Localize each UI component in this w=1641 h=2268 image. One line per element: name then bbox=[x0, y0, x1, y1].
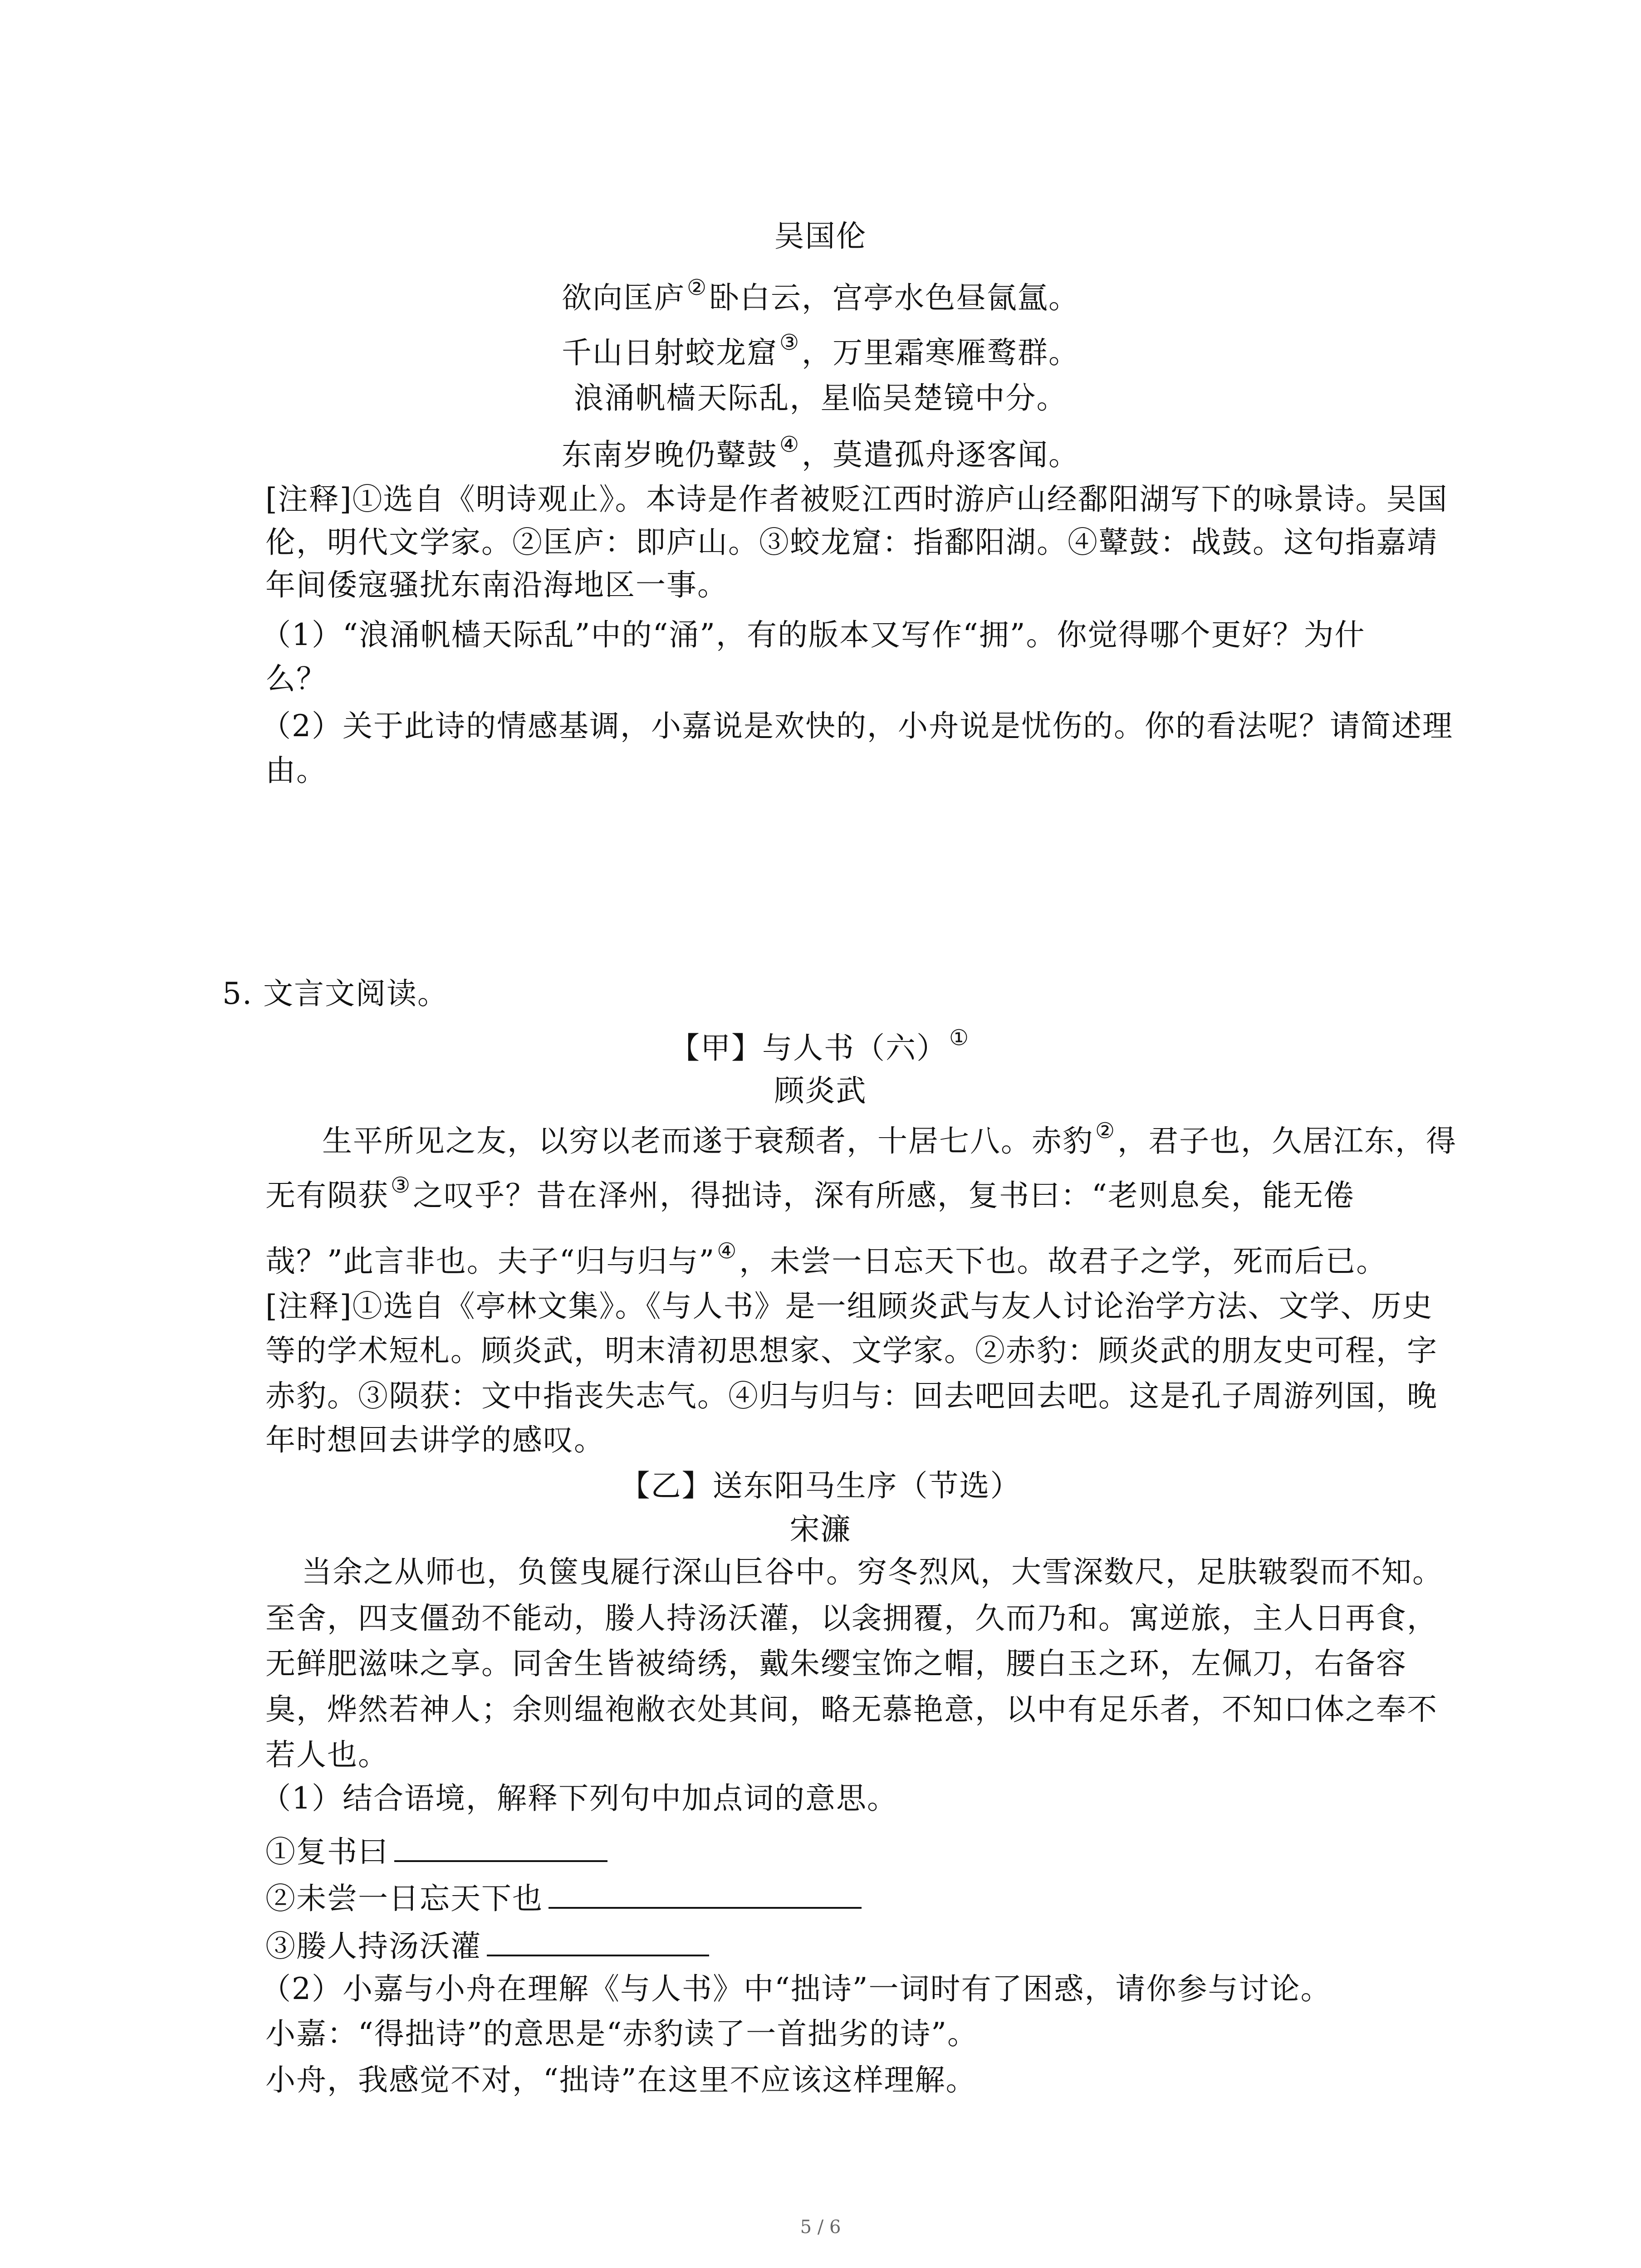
poem-line-3-text: 浪涌帆樯天际乱，星临吴楚镜中分。 bbox=[573, 381, 1068, 415]
question-1-item-a bbox=[265, 1834, 607, 1867]
poem-line-4 bbox=[0, 432, 1641, 472]
yi-passage-line-3: 无鲜肥滋味之享。同舍生皆被绮绣，戴朱缨宝饰之帽，腰白玉之环，左佩刀，右备容 bbox=[265, 1646, 1407, 1681]
yi-author bbox=[0, 1512, 1641, 1547]
jia-footnote-ref-4: ④ bbox=[717, 1238, 738, 1264]
jia-note-line-3: 赤豹。③陨获：文中指丧失志气。④归与归与：回去吧回去吧。这是孔子周游列国，晚 bbox=[265, 1378, 1438, 1413]
jia-passage-line-2-b: 之叹乎？昔在泽州，得拙诗，深有所感，复书曰：“老则息矣，能无倦 bbox=[413, 1178, 1355, 1213]
jia-passage-line-1-a: 生平所见之友，以穷以老而遂于衰颓者，十居七八。赤豹 bbox=[322, 1124, 1093, 1158]
jia-passage-line-3 bbox=[265, 1238, 1387, 1279]
yi-passage-line-1: 当余之从师也，负箧曳屣行深山巨谷中。穷冬烈风，大雪深数尺，足肤皲裂而不知。 bbox=[302, 1554, 1443, 1589]
poem-line-2-a: 千山日射蛟龙窟 bbox=[561, 335, 778, 370]
question-1-item-a-text: ①复书曰 bbox=[265, 1834, 389, 1869]
poem-author bbox=[0, 219, 1641, 254]
poem-line-2 bbox=[0, 330, 1641, 370]
poem-line-1-a: 欲向匡庐 bbox=[561, 280, 685, 315]
question-2-xiaojia: 小嘉：“得拙诗”的意思是“赤豹读了一首拙劣的诗”。 bbox=[265, 2016, 978, 2051]
yi-passage-line-5: 若人也。 bbox=[265, 1737, 389, 1772]
section5-question-2: （2）小嘉与小舟在理解《与人书》中“拙诗”一词时有了困惑，请你参与讨论。 bbox=[261, 1971, 1332, 2006]
jia-passage-line-1 bbox=[322, 1118, 1457, 1158]
jia-passage-line-3-a: 哉？”此言非也。夫子“归与归与” bbox=[265, 1244, 715, 1279]
question-2-xiaozhou: 小舟，我感觉不对，“拙诗”在这里不应该这样理解。 bbox=[265, 2063, 977, 2097]
poem-question-1-line-1: （1）“浪涌帆樯天际乱”中的“涌”，有的版本又写作“拥”。你觉得哪个更好？为什 bbox=[261, 617, 1366, 652]
poem-line-4-b: ，莫遣孤舟逐客闻。 bbox=[802, 437, 1080, 472]
jia-footnote-ref-3: ③ bbox=[391, 1173, 411, 1198]
poem-line-1-b: 卧白云，宫亭水色昼氤氲。 bbox=[709, 280, 1080, 315]
jia-footnote-ref-2: ② bbox=[1095, 1118, 1116, 1144]
footnote-ref-2: ② bbox=[686, 275, 708, 300]
poem-question-2-line-2: 由。 bbox=[265, 753, 327, 788]
page-number: 5 / 6 bbox=[800, 2217, 841, 2238]
poem-note-line-3: 年间倭寇骚扰东南沿海地区一事。 bbox=[265, 567, 728, 602]
yi-title bbox=[0, 1468, 1641, 1503]
jia-passage-line-2 bbox=[265, 1173, 1355, 1213]
footnote-ref-1: ① bbox=[949, 1025, 970, 1051]
answer-blank-b[interactable] bbox=[549, 1881, 862, 1909]
poem-line-4-a: 东南岁晚仍鼙鼓 bbox=[561, 437, 778, 472]
jia-passage-line-1-b: ，君子也，久居江东，得 bbox=[1117, 1124, 1457, 1158]
yi-title-text: 【乙】送东阳马生序（节选） bbox=[620, 1468, 1021, 1503]
jia-note-line-2: 等的学术短札。顾炎武，明末清初思想家、文学家。②赤豹：顾炎武的朋友史可程，字 bbox=[265, 1333, 1438, 1368]
section5-question-1: （1）结合语境，解释下列句中加点词的意思。 bbox=[261, 1781, 898, 1816]
jia-passage-line-3-b: ，未尝一日忘天下也。故君子之学，死而后已。 bbox=[739, 1244, 1387, 1279]
poem-line-2-b: ，万里霜寒雁鹜群。 bbox=[802, 335, 1080, 370]
poem-question-1-line-2: 么？ bbox=[265, 661, 327, 696]
poem-note-line-1: [注释]①选自《明诗观止》。本诗是作者被贬江西时游庐山经鄱阳湖写下的咏景诗。吴国 bbox=[265, 482, 1448, 517]
yi-passage-line-4: 臭，烨然若神人；余则缊袍敝衣处其间，略无慕艳意，以中有足乐者，不知口体之奉不 bbox=[265, 1692, 1438, 1727]
jia-title bbox=[0, 1025, 1641, 1066]
question-1-item-b bbox=[265, 1881, 862, 1914]
poem-question-2-line-1: （2）关于此诗的情感基调，小嘉说是欢快的，小舟说是忧伤的。你的看法呢？请简述理 bbox=[261, 709, 1453, 743]
footnote-ref-4: ④ bbox=[779, 432, 800, 457]
yi-passage-line-2: 至舍，四支僵劲不能动，媵人持汤沃灌，以衾拥覆，久而乃和。寓逆旅，主人日再食， bbox=[265, 1601, 1438, 1636]
jia-title-text: 【甲】与人书（六） bbox=[669, 1031, 947, 1066]
section-5-heading: 5. 文言文阅读。 bbox=[222, 976, 448, 1011]
jia-author-text: 顾炎武 bbox=[774, 1073, 867, 1108]
answer-blank-c[interactable] bbox=[487, 1928, 709, 1956]
jia-passage-line-2-a: 无有陨获 bbox=[265, 1178, 389, 1213]
question-1-item-c-text: ③媵人持汤沃灌 bbox=[265, 1929, 481, 1964]
poem-note-line-2: 伦，明代文学家。②匡庐：即庐山。③蛟龙窟：指鄱阳湖。④鼙鼓：战鼓。这句指嘉靖 bbox=[265, 525, 1438, 560]
jia-author bbox=[0, 1073, 1641, 1108]
poem-line-1 bbox=[0, 275, 1641, 315]
jia-note-line-4: 年时想回去讲学的感叹。 bbox=[265, 1422, 605, 1457]
poem-line-3 bbox=[0, 383, 1641, 413]
jia-note-line-1: [注释]①选自《亭林文集》。《与人书》是一组顾炎武与友人讨论治学方法、文学、历史 bbox=[265, 1289, 1433, 1324]
question-1-item-c bbox=[265, 1928, 709, 1964]
question-1-item-b-text: ②未尝一日忘天下也 bbox=[265, 1881, 543, 1916]
footnote-ref-3: ③ bbox=[779, 330, 800, 355]
poem-author-text: 吴国伦 bbox=[774, 219, 867, 254]
yi-author-text: 宋濂 bbox=[789, 1512, 852, 1547]
answer-blank-a[interactable] bbox=[394, 1834, 607, 1862]
